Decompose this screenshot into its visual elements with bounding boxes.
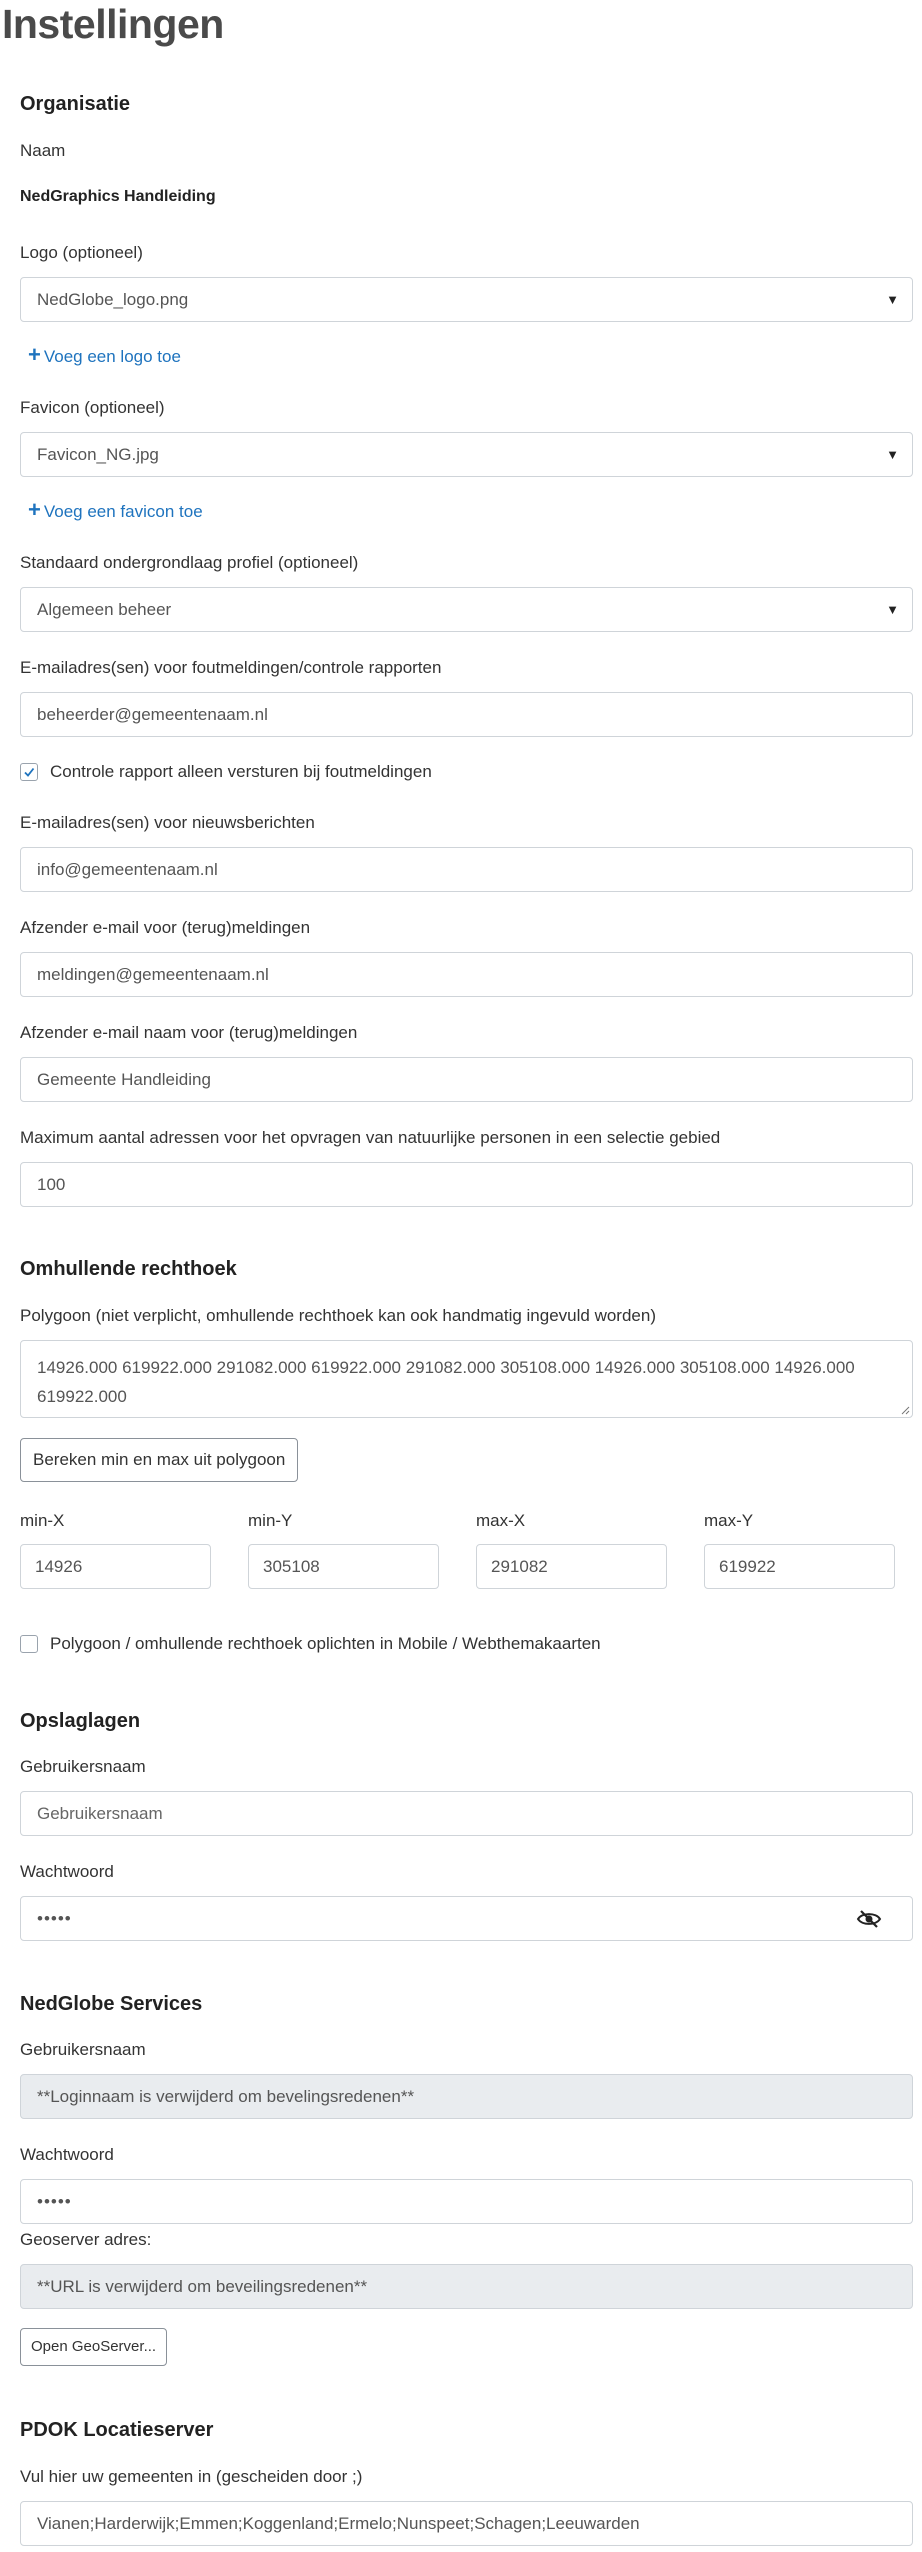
opslag-pass-input[interactable] <box>20 1896 913 1941</box>
maxx-value: 291082 <box>491 1557 548 1576</box>
minx-value: 14926 <box>35 1557 83 1576</box>
minx-label: min-X <box>20 1511 65 1530</box>
caret-down-icon: ▼ <box>886 292 899 307</box>
miny-input[interactable] <box>248 1544 439 1589</box>
add-logo-link[interactable] <box>28 344 181 368</box>
afzender-value: meldingen@gemeentenaam.nl <box>37 965 269 984</box>
ondergrond-select-value: Algemeen beheer <box>37 600 172 619</box>
miny-value: 305108 <box>263 1557 320 1576</box>
logo-select-value: NedGlobe_logo.png <box>37 290 189 309</box>
opslag-user-input[interactable] <box>20 1791 913 1836</box>
controle-checkbox[interactable] <box>20 763 38 781</box>
opslag-user-placeholder: Gebruikersnaam <box>37 1804 163 1823</box>
geoserver-input <box>20 2264 913 2309</box>
email-nieuws-value: info@gemeentenaam.nl <box>37 860 218 879</box>
afzender-naam-label: Afzender e-mail naam voor (terug)meldingen <box>20 1023 358 1042</box>
afzender-naam-input[interactable] <box>20 1057 913 1102</box>
add-favicon-link[interactable] <box>28 499 203 523</box>
polygoon-label: Polygoon (niet verplicht, omhullende rechthoek kan ook handmatig ingevuld worden) <box>20 1306 656 1325</box>
maxy-label: max-Y <box>704 1511 754 1530</box>
afzender-label: Afzender e-mail voor (terug)meldingen <box>20 918 311 937</box>
check-icon <box>23 766 35 778</box>
maxx-label: max-X <box>476 1511 526 1530</box>
ondergrond-label: Standaard ondergrondlaag profiel (optioneel) <box>20 553 359 572</box>
ondergrond-select[interactable] <box>20 587 913 632</box>
eye-slash-icon[interactable] <box>856 1909 882 1929</box>
gemeenten-value: Vianen;Harderwijk;Emmen;Koggenland;Ermelo;Nunspeet;Schagen;Leeuwarden <box>37 2514 640 2533</box>
maxy-input[interactable] <box>704 1544 895 1589</box>
afzender-naam-value: Gemeente Handleiding <box>37 1070 211 1089</box>
opslag-pass-label: Wachtwoord <box>20 1862 114 1881</box>
controle-checkbox-label: Controle rapport alleen versturen bij foutmeldingen <box>50 762 432 781</box>
open-geoserver-button[interactable]: Open GeoServer... <box>20 2328 167 2366</box>
nedglobe-pass-input[interactable] <box>20 2179 913 2224</box>
favicon-label: Favicon (optioneel) <box>20 398 165 417</box>
max-adressen-value: 100 <box>37 1175 66 1194</box>
nedglobe-pass-value: ••••• <box>37 2192 72 2211</box>
section-heading-organisatie: Organisatie <box>20 93 131 115</box>
email-fout-label: E-mailadres(sen) voor foutmeldingen/controle rapporten <box>20 658 442 677</box>
section-heading-opslaglagen: Opslaglagen <box>20 1710 141 1732</box>
minx-input[interactable] <box>20 1544 211 1589</box>
add-logo-label: Voeg een logo toe <box>43 347 181 366</box>
resize-grip-icon[interactable] <box>900 1405 910 1415</box>
polygoon-textarea[interactable] <box>20 1340 913 1418</box>
bereken-button[interactable]: Bereken min en max uit polygoon <box>20 1438 298 1482</box>
oplichten-checkbox[interactable] <box>20 1635 38 1653</box>
naam-label: Naam <box>20 141 66 160</box>
email-nieuws-label: E-mailadres(sen) voor nieuwsberichten <box>20 813 315 832</box>
caret-down-icon: ▼ <box>886 602 899 617</box>
opslag-pass-value: ••••• <box>37 1909 72 1928</box>
geoserver-value: **URL is verwijderd om beveilingsredenen** <box>37 2277 368 2296</box>
gemeenten-label: Vul hier uw gemeenten in (gescheiden door ;) <box>20 2467 363 2486</box>
max-adressen-input[interactable] <box>20 1162 913 1207</box>
page-title: Instellingen <box>2 1 224 47</box>
email-fout-value: beheerder@gemeentenaam.nl <box>37 705 268 724</box>
favicon-select-value: Favicon_NG.jpg <box>37 445 159 464</box>
maxx-input[interactable] <box>476 1544 667 1589</box>
nedglobe-user-label: Gebruikersnaam <box>20 2040 146 2059</box>
naam-value: NedGraphics Handleiding <box>20 188 216 205</box>
logo-select[interactable] <box>20 277 913 322</box>
maxy-value: 619922 <box>719 1557 776 1576</box>
favicon-select[interactable] <box>20 432 913 477</box>
plus-icon: + <box>28 342 41 367</box>
email-fout-input[interactable] <box>20 692 913 737</box>
polygoon-value: 14926.000 619922.000 291082.000 619922.000 291082.000 305108.000 14926.000 305108.000 14926.000 619922.000 <box>37 1358 855 1406</box>
opslag-user-label: Gebruikersnaam <box>20 1757 146 1776</box>
afzender-input[interactable] <box>20 952 913 997</box>
gemeenten-input[interactable] <box>20 2501 913 2546</box>
plus-icon: + <box>28 497 41 522</box>
miny-label: min-Y <box>248 1511 293 1530</box>
email-nieuws-input[interactable] <box>20 847 913 892</box>
section-heading-pdok: PDOK Locatieserver <box>20 2419 214 2441</box>
caret-down-icon: ▼ <box>886 447 899 462</box>
geoserver-label: Geoserver adres: <box>20 2230 152 2249</box>
oplichten-checkbox-label: Polygoon / omhullende rechthoek oplichten in Mobile / Webthemakaarten <box>50 1634 601 1653</box>
max-adressen-label: Maximum aantal adressen voor het opvragen van natuurlijke personen in een selectie gebied <box>20 1128 721 1147</box>
logo-label: Logo (optioneel) <box>20 243 143 262</box>
nedglobe-pass-label: Wachtwoord <box>20 2145 114 2164</box>
section-heading-rechthoek: Omhullende rechthoek <box>20 1258 237 1280</box>
add-favicon-label: Voeg een favicon toe <box>43 502 203 521</box>
section-heading-nedglobe: NedGlobe Services <box>20 1993 203 2015</box>
nedglobe-user-value: **Loginnaam is verwijderd om bevelingsredenen** <box>37 2087 415 2106</box>
nedglobe-user-input <box>20 2074 913 2119</box>
